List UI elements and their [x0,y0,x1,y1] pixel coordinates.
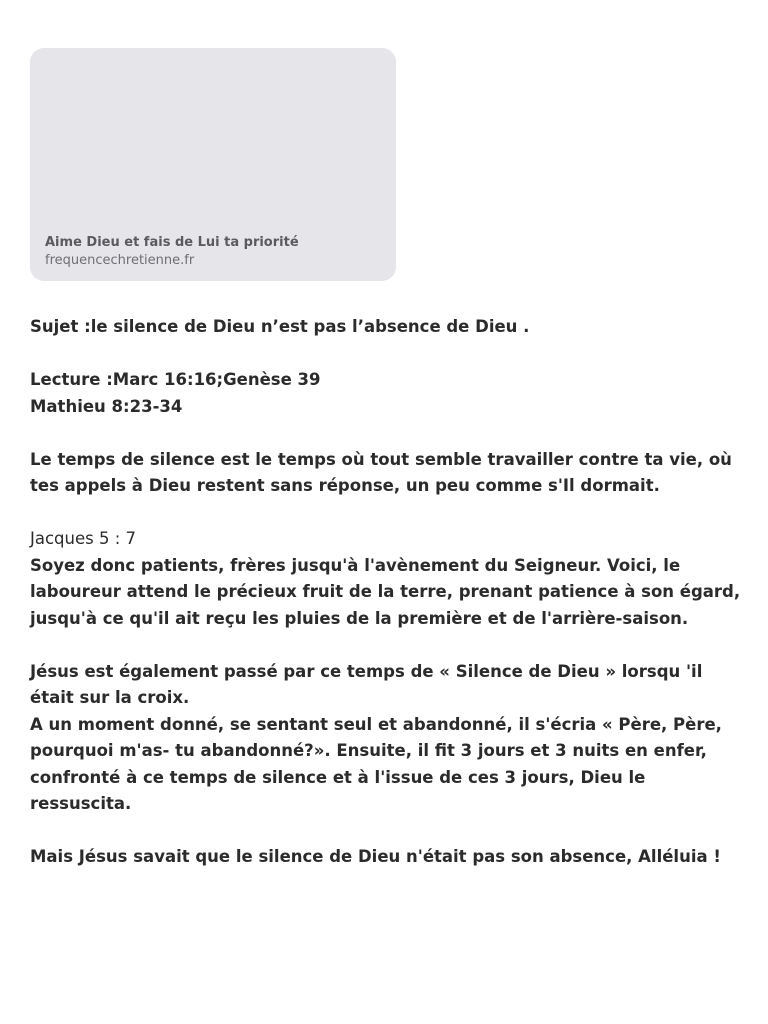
link-preview-title: Aime Dieu et fais de Lui ta priorité [45,235,299,250]
message-conclusion: Mais Jésus savait que le silence de Dieu n'était pas son absence, Alléluia ! [30,847,721,866]
message-reading-line-1: Lecture :Marc 16:16;Genèse 39 [30,370,321,389]
message-verse-text: Soyez donc patients, frères jusqu'à l'avènement du Seigneur. Voici, le laboureur attend le précieux fruit de la terre, prenant patience à son égard, jusqu'à ce qu'il ait reçu les pluies de la première et de l'arrière-saison. [30,555,741,628]
message-paragraph-jesus-2: A un moment donné, se sentant seul et abandonné, il s'écria « Père, Père, pourquoi m'as- tu abandonné?». Ensuite, il fit 3 jours et 3 nuits en enfer, confronté à ce temps de silence et à l'issue de ces 3 jours, Dieu le ressuscita. [30,714,722,813]
link-preview-card[interactable] [30,48,396,281]
message-reading-line-2: Mathieu 8:23-34 [30,396,183,416]
link-preview-domain: frequencechretienne.fr [45,253,195,268]
message-verse-reference: Jacques 5 : 7 [30,529,137,548]
message-paragraph-jesus-1: Jésus est également passé par ce temps de « Silence de Dieu » lorsqu 'il était sur la croix. [30,661,703,707]
message-subject: Sujet :le silence de Dieu n’est pas l’absence de Dieu . [30,317,530,336]
message-body [30,314,742,871]
message-paragraph-silence: Le temps de silence est le temps où tout semble travailler contre ta vie, où tes appels à Dieu restent sans réponse, un peu comme s'Il dormait. [30,449,732,495]
